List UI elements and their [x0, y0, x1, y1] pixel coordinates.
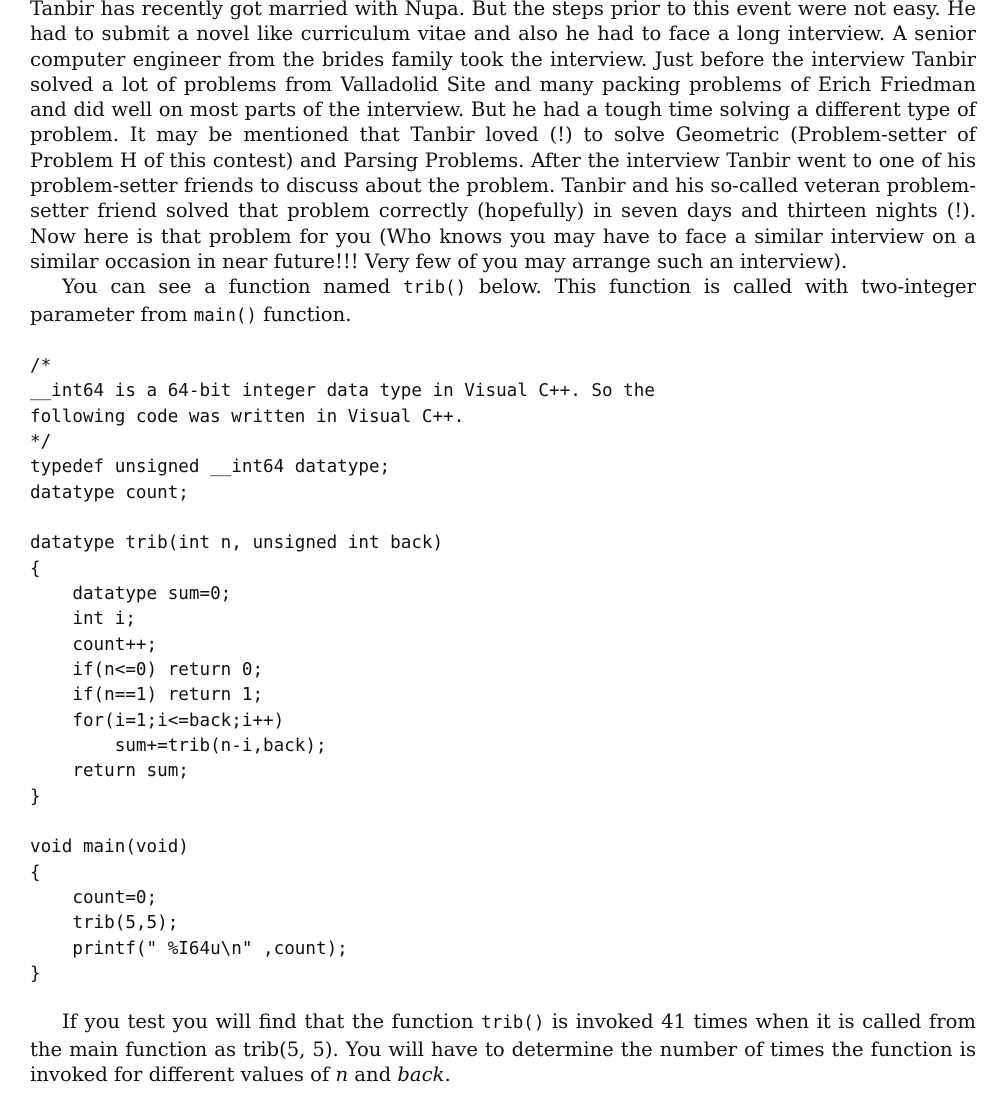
- p2-text-c: function.: [256, 302, 352, 326]
- intro-paragraph: Tanbir has recently got married with Nupa. But the steps prior to this event were not easy. He had to submit a novel like curriculum vitae and also he had to face a long interview. A senior computer engineer from the brides family took the interview. Just before the interview Tanbir solved a lot of problems from Valladolid Site and many packing problems of Erich Friedman and did well on most parts of the interview. But he had a tough time solving a different type of problem. It may be mentioned that Tanbir loved (!) to solve Geometric (Problem-setter of Problem H of this contest) and Parsing Problems. After the interview Tanbir went to one of his problem-setter friends to discuss about the problem. Tanbir and his so-called veteran problem-setter friend solved that problem correctly (hopefully) in seven days and thirteen nights (!). Now here is that problem for you (Who knows you may have to face a similar interview on a similar occasion in near future!!! Very few of you may arrange such an interview).: [30, 0, 976, 273]
- trib-function-name: trib(): [481, 1013, 545, 1034]
- variable-back: back: [397, 1063, 445, 1087]
- trib-function-name: trib(): [402, 278, 467, 299]
- problem-statement: [30, 0, 976, 1087]
- conclusion-paragraph: [30, 1009, 976, 1087]
- conclusion-text-a: If you test you will find that the function: [62, 1010, 482, 1034]
- variable-n: n: [335, 1063, 349, 1087]
- conclusion-text-c: and: [348, 1063, 398, 1087]
- main-function-name: main(): [193, 305, 257, 326]
- p2-text-a: You can see a function named: [62, 275, 403, 299]
- spacer: [30, 329, 976, 354]
- conclusion-text-b: is invoked 41 times when it is called from the main function as trib(5, 5). You will have to determine the number of times the function is invoked for different values of: [30, 1010, 976, 1087]
- code-listing: /* __int64 is a 64-bit integer data type in Visual C++. So the following code was written in Visual C++. */ typedef unsigned __int64 datatype; datatype count; datatype trib(int n, unsigned int back) { datatype sum=0; int i; count++; if(n<=0) return 0; if(n==1) return 1; for(i=1;i<=back;i++) sum+=trib(n-i,back); return sum; } void main(void) { count=0; trib(5,5); printf(" %I64u\n" ,count); }: [30, 355, 655, 985]
- conclusion-text-d: .: [444, 1063, 451, 1087]
- spacer: [30, 987, 976, 1009]
- p2-text-b: below. This function is called with two-integer parameter from: [30, 275, 976, 326]
- function-description-paragraph: [30, 274, 976, 329]
